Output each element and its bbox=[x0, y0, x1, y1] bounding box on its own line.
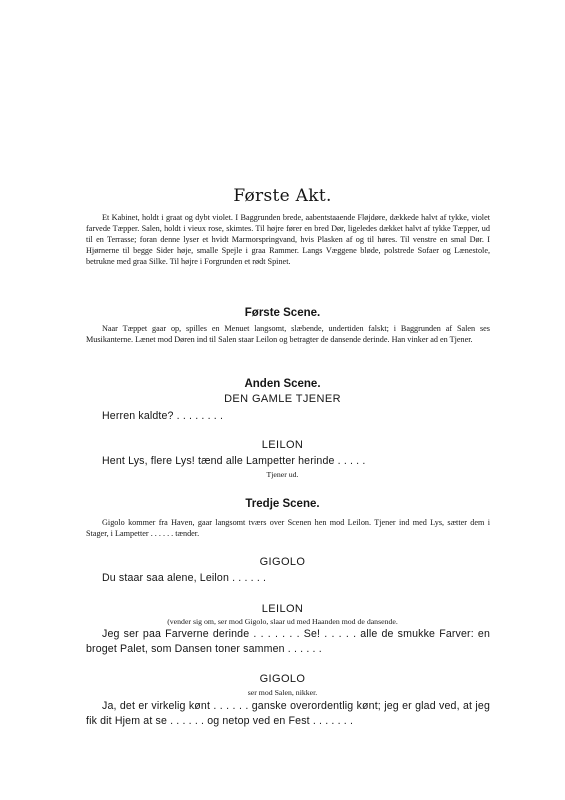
scene-3-stage-direction: Gigolo kommer fra Haven, gaar langsomt tværs over Scenen hen mod Leilon. Tjener ind med Lys, sætter dem i Stager, i Lampetter . . . . . . tænder. bbox=[86, 518, 490, 538]
scene-3-title: Tredje Scene. bbox=[245, 498, 320, 510]
line-gigolo: Du staar saa alene, Leilon . . . . . . bbox=[102, 572, 267, 584]
speaker-gigolo-2: GIGOLO bbox=[259, 673, 306, 685]
speaker-leilon-2: LEILON bbox=[261, 603, 304, 615]
line-leilon-2: Jeg ser paa Farverne derinde . . . . . . . Se! . . . . . alle de smukke Farver: en broget Palet, som Dansen toner sammen . . . . . . bbox=[86, 628, 490, 655]
speaker-gigolo: GIGOLO bbox=[259, 556, 306, 568]
scene-2-title: Anden Scene. bbox=[244, 378, 321, 390]
line-old-servant: Herren kaldte? . . . . . . . . bbox=[102, 410, 224, 422]
line-gigolo-2: Ja, det er virkelig kønt . . . . . . ganske overordentlig kønt; jeg er glad ved, at jeg fik dit Hjem at se . . . . . . og netop ved en Fest . . . . . . . bbox=[86, 700, 490, 727]
speaker-old-servant: DEN GAMLE TJENER bbox=[224, 393, 341, 405]
scene-1-title: Første Scene. bbox=[244, 307, 321, 319]
stage-direction-leilon: (vender sig om, ser mod Gigolo, slaar ud med Haanden mod de dansende. bbox=[167, 617, 398, 626]
act-title: Første Akt. bbox=[233, 186, 332, 206]
scene-1-stage-direction: Naar Tæppet gaar op, spilles en Menuet langsomt, slæbende, undertiden falskt; i Baggrunden af Salen ses Musikanterne. Lænet mod Døren ind til Salen staar Leilon og betragter de dansende derinde. Han vinker ad en Tjener. bbox=[86, 324, 490, 344]
stage-direction-gigolo: ser mod Salen, nikker. bbox=[247, 688, 318, 697]
line-leilon: Hent Lys, flere Lys! tænd alle Lampetter herinde . . . . . bbox=[102, 455, 366, 467]
act-stage-description: Et Kabinet, holdt i graat og dybt violet. I Baggrunden brede, aabentstaaende Fløjdøre, dækkede halvt af tykke, violet farvede Tæpper. Salen, holdt i vieux rose, skimtes. Til højre fører en bred Dør, ligeledes dækket halvt af tykke Tæpper, ud til en Terrasse; foran denne lyser et hvidt Marmorspringvand, hvis Plasken af og til høres. Til venstre en smal Dør. I Hjørnerne til begge Sider høje, smalle Spejle i graa Rammer. Langs Væggene bløde, polstrede Sofaer og Lænestole, betrukne med graa Silke. Til højre i Forgrunden et rødt Spinet. bbox=[86, 213, 490, 266]
speaker-leilon: LEILON bbox=[261, 439, 304, 451]
stage-direction-servant-exit: Tjener ud. bbox=[266, 470, 299, 479]
